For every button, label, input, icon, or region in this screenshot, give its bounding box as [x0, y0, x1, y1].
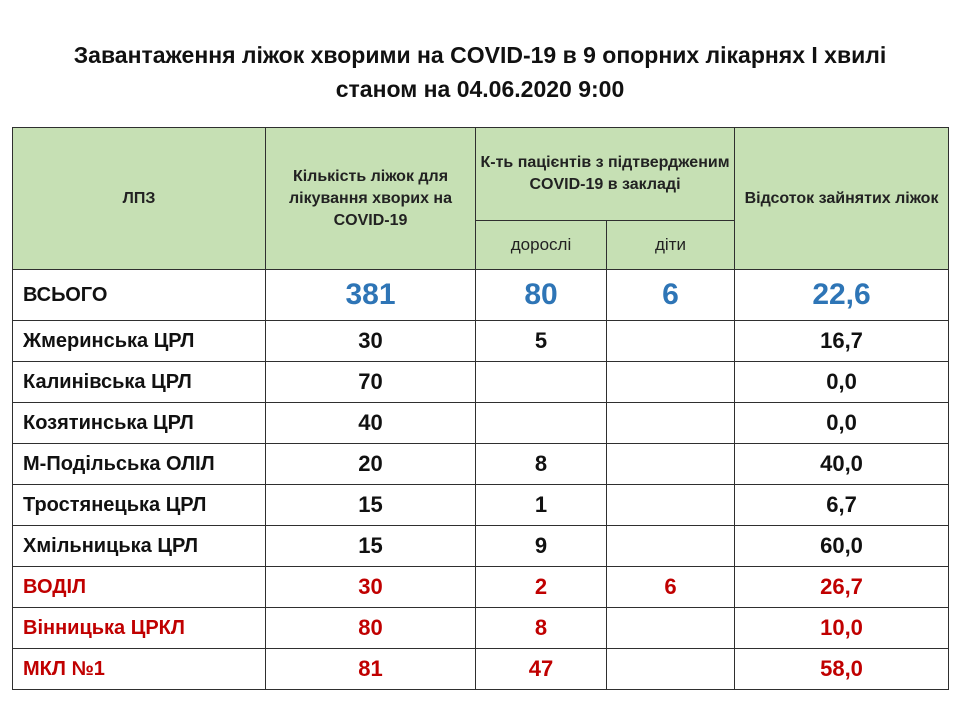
- cell-adults: 2: [476, 567, 607, 608]
- cell-name: Вінницька ЦРКЛ: [13, 608, 266, 649]
- header-patients: К-ть пацієнтів з підтвердженим COVID-19 в закладі: [476, 128, 735, 221]
- table-row: [13, 362, 949, 403]
- cell-children: [607, 362, 735, 403]
- title-line-1: Завантаження ліжок хворими на COVID-19 в 9 опорних лікарнях І хвилі: [73, 42, 887, 68]
- cell-children: [607, 403, 735, 444]
- cell-name: ВСЬОГО: [13, 270, 266, 321]
- cell-percent: 0,0: [735, 403, 949, 444]
- header-children: діти: [607, 221, 735, 270]
- title-line-2: станом на 04.06.2020 9:00: [335, 76, 625, 102]
- cell-name: Козятинська ЦРЛ: [13, 403, 266, 444]
- cell-beds: 20: [266, 444, 476, 485]
- cell-adults: [476, 362, 607, 403]
- table-row: [13, 321, 949, 362]
- beds-table: [12, 127, 949, 690]
- cell-adults: 1: [476, 485, 607, 526]
- cell-children: 6: [607, 270, 735, 321]
- cell-adults: 8: [476, 608, 607, 649]
- cell-beds: 30: [266, 321, 476, 362]
- table-row: [13, 567, 949, 608]
- cell-beds: 30: [266, 567, 476, 608]
- cell-children: [607, 321, 735, 362]
- table-row-total: [13, 270, 949, 321]
- cell-beds: 15: [266, 526, 476, 567]
- table-row: [13, 485, 949, 526]
- cell-name: МКЛ №1: [13, 649, 266, 690]
- cell-children: [607, 526, 735, 567]
- cell-percent: 26,7: [735, 567, 949, 608]
- cell-adults: [476, 403, 607, 444]
- cell-beds: 70: [266, 362, 476, 403]
- cell-adults: 5: [476, 321, 607, 362]
- cell-percent: 6,7: [735, 485, 949, 526]
- cell-children: [607, 608, 735, 649]
- cell-name: Хмільницька ЦРЛ: [13, 526, 266, 567]
- cell-beds: 40: [266, 403, 476, 444]
- header-adults: дорослі: [476, 221, 607, 270]
- cell-name: Жмеринська ЦРЛ: [13, 321, 266, 362]
- cell-children: 6: [607, 567, 735, 608]
- cell-percent: 22,6: [735, 270, 949, 321]
- cell-children: [607, 649, 735, 690]
- header-percent: Відсоток зайнятих ліжок: [735, 128, 949, 270]
- cell-adults: 8: [476, 444, 607, 485]
- cell-percent: 16,7: [735, 321, 949, 362]
- cell-name: М-Подільська ОЛІЛ: [13, 444, 266, 485]
- table-row: [13, 608, 949, 649]
- cell-adults: 80: [476, 270, 607, 321]
- cell-percent: 0,0: [735, 362, 949, 403]
- cell-percent: 58,0: [735, 649, 949, 690]
- cell-percent: 40,0: [735, 444, 949, 485]
- header-beds: Кількість ліжок для лікування хворих на COVID-19: [266, 128, 476, 270]
- cell-adults: 47: [476, 649, 607, 690]
- cell-beds: 80: [266, 608, 476, 649]
- cell-name: Тростянецька ЦРЛ: [13, 485, 266, 526]
- table-row: [13, 403, 949, 444]
- cell-beds: 81: [266, 649, 476, 690]
- cell-name: ВОДІЛ: [13, 567, 266, 608]
- table-row: [13, 649, 949, 690]
- header-lpz: ЛПЗ: [13, 128, 266, 270]
- cell-beds: 15: [266, 485, 476, 526]
- page-title: [0, 38, 960, 106]
- cell-percent: 60,0: [735, 526, 949, 567]
- cell-children: [607, 444, 735, 485]
- cell-percent: 10,0: [735, 608, 949, 649]
- cell-beds: 381: [266, 270, 476, 321]
- cell-name: Калинівська ЦРЛ: [13, 362, 266, 403]
- table-row: [13, 526, 949, 567]
- table-row: [13, 444, 949, 485]
- cell-adults: 9: [476, 526, 607, 567]
- cell-children: [607, 485, 735, 526]
